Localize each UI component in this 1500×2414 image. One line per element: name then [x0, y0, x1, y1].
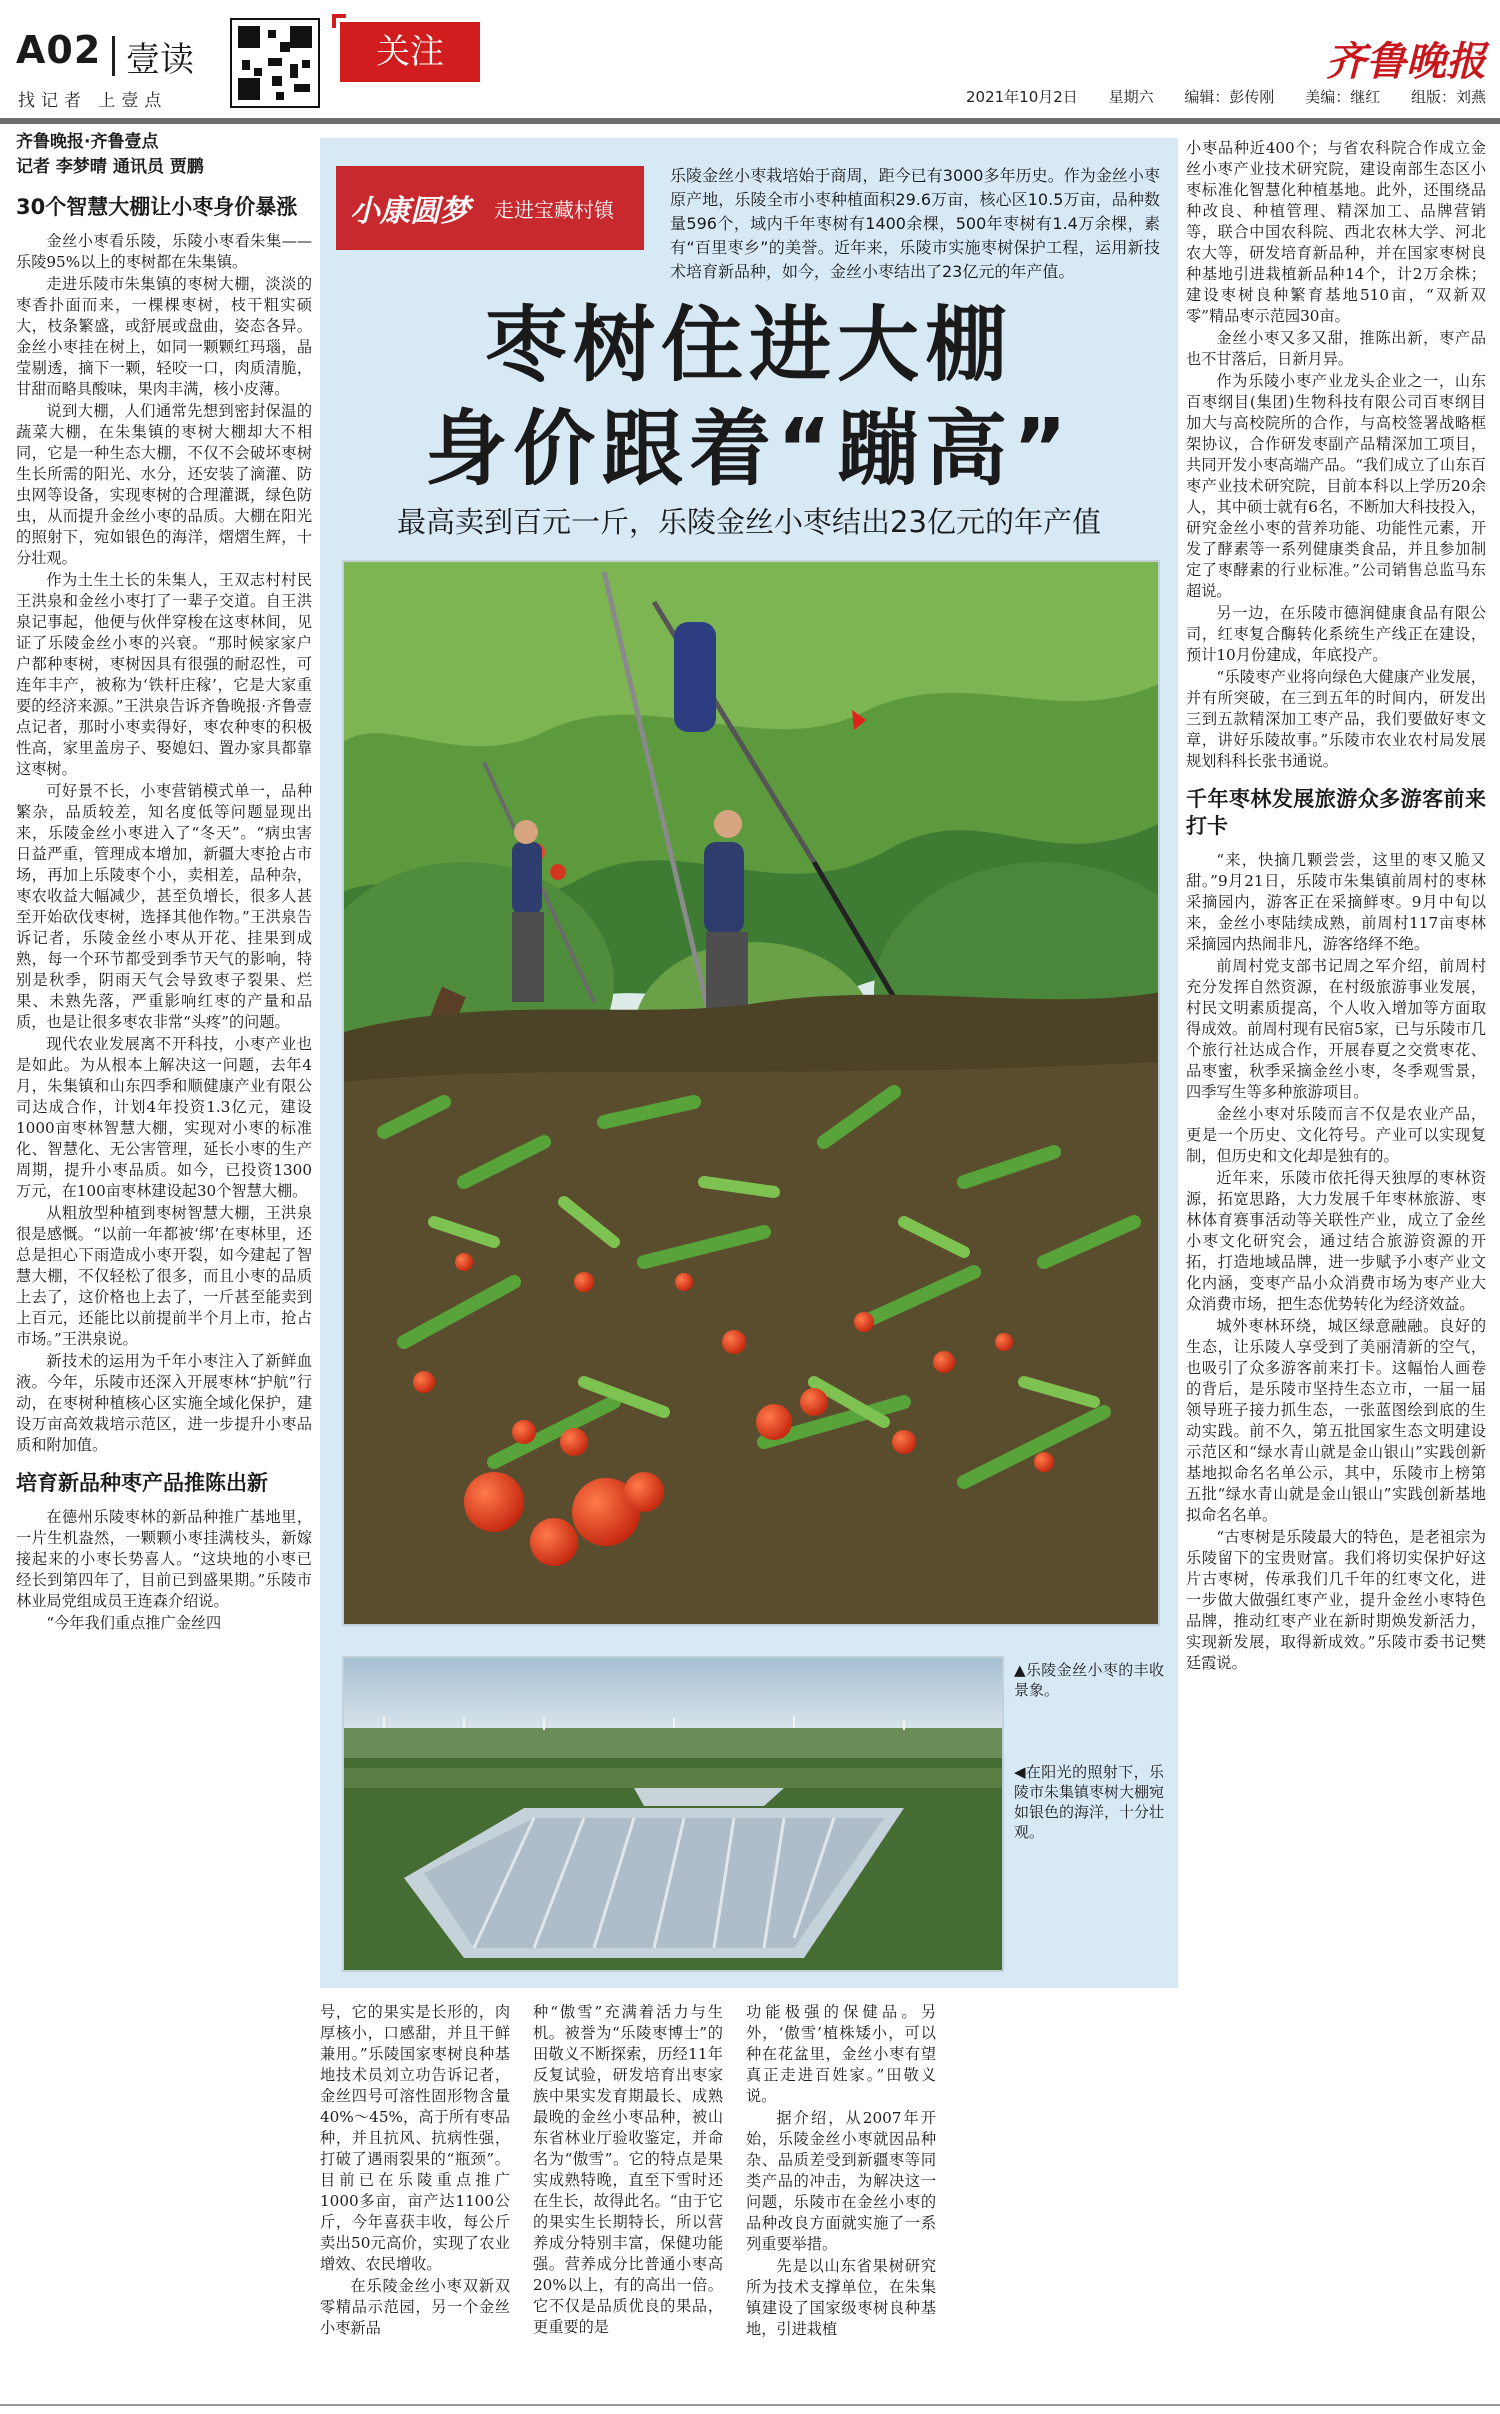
headline-line-1: 枣树住进大棚 — [484, 298, 1013, 393]
article-paragraph: 金丝小枣看乐陵，乐陵小枣看朱集——乐陵95%以上的枣树都在朱集镇。 — [16, 232, 312, 271]
masthead-rule — [0, 118, 1500, 124]
art-editor-credit: 美编：继红 — [1305, 88, 1381, 106]
article-paragraph: “古枣树是乐陵最大的特色，是老祖宗为乐陵留下的宝贵财富。我们将切实保护好这片古枣树，传承我们几千年的红枣文化，进一步做大做强红枣产业，提升金丝小枣特色品牌，推动红枣产业在新时期焕发新活力，实现新发展，取得新成效。”乐陵市委书记樊廷霞说。 — [1186, 1528, 1486, 1672]
lede-paragraph: 乐陵金丝小枣栽培始于商周，距今已有3000多年历史。作为金丝小枣原产地，乐陵全市小枣种植面积29.6万亩，核心区10.5万亩，品种数量596个，域内千年枣树有1400余棵，500年枣树有1.4万余棵，素有“百里枣乡”的美誉。近年来，乐陵市实施枣树保护工程，运用新技术培育新品种，如今，金丝小枣结出了23亿元的年产值。 — [670, 166, 1160, 281]
page-code: A02 — [16, 28, 102, 72]
greenhouse-aerial-photo — [342, 1656, 1004, 1972]
left-column — [16, 130, 312, 1635]
series-banner — [336, 166, 644, 250]
article-paragraph: 作为乐陵小枣产业龙头企业之一，山东百枣纲目(集团)生物科技有限公司百枣纲目加大与高校院所的合作，与高校签署战略框架协议，合作研发枣副产品精深加工项目，共同开发小枣高端产品。“我们成立了山东百枣产业技术研究院，目前本科以上学历20余人，其中硕士就有6名，不断加大科技投入，研究金丝小枣的营养功能、功能性元素，开发了酵素等一系列健康类食品，并且参加制定了枣酵素的行业标准。”公司销售总监马东超说。 — [1186, 372, 1486, 600]
article-paragraph: 据介绍，从2007年开始，乐陵金丝小枣就因品种杂、品质差受到新疆枣等同类产品的冲击，为解决这一问题，乐陵市在金丝小枣的品种改良方面就实施了一系列重要举措。 — [746, 2109, 936, 2253]
bottom-column-3 — [746, 2002, 936, 2341]
issue-date: 2021年10月2日 — [966, 88, 1078, 106]
masthead-tagline: 找记者 上壹点 — [18, 91, 168, 111]
photo-caption-greenhouse: ◀在阳光的照射下，乐陵市朱集镇枣树大棚宛如银色的海洋，十分壮观。 — [1014, 1763, 1165, 1841]
newspaper-logo: 齐鲁晚报 — [1326, 38, 1486, 85]
article-paragraph: “今年我们重点推广金丝四 — [46, 1614, 222, 1632]
byline-reporters: 记者 李梦晴 通讯员 贾鹏 — [16, 157, 204, 177]
subhead-tourism: 千年枣林发展旅游众多游客前来打卡 — [1186, 787, 1486, 838]
article-paragraph: 说到大棚，人们通常先想到密封保温的蔬菜大棚，在朱集镇的枣树大棚却大不相同，它是一种生态大棚，不仅不会破坏枣树生长所需的阳光、水分，还安装了滴灌、防虫网等设备，实现枣树的合理灌溉，绿色防虫，从而提升金丝小枣的品质。大棚在阳光的照射下，宛如银色的海洋，熠熠生辉，十分壮观。 — [16, 402, 312, 567]
article-paragraph: 现代农业发展离不开科技，小枣产业也是如此。为从根本上解决这一问题，去年4月，朱集镇和山东四季和顺健康产业有限公司达成合作，计划4年投资1.3亿元，建设1000亩枣林智慧大棚，实现对小枣的标准化、智慧化、无公害管理，延长小枣的生产周期，提升小枣品质。如今，已投资1300万元，在100亩枣林建设起30个智慧大棚。 — [16, 1035, 312, 1200]
layout-credit: 组版：刘燕 — [1410, 88, 1486, 106]
bottom-column-2 — [533, 2002, 723, 2339]
article-paragraph: 前周村党支部书记周之军介绍，前周村充分发挥自然资源，在村级旅游事业发展，村民文明素质提高，个人收入增加等方面取得成效。前周村现有民宿5家，已与乐陵市几个旅行社达成合作，开展春夏之交赏枣花、品枣蜜，秋季采摘金丝小枣，冬季观雪景，四季写生等多种旅游项目。 — [1186, 957, 1486, 1101]
article-paragraph: 在乐陵金丝小枣双新双零精品示范园，另一个金丝小枣新品 — [320, 2277, 510, 2337]
headline-line-2: 身价跟着“蹦高” — [425, 402, 1073, 497]
masthead — [0, 0, 1500, 120]
issue-weekday: 星期六 — [1108, 88, 1154, 106]
article-paragraph: 在德州乐陵枣林的新品种推广基地里，一片生机盎然，一颗颗小枣挂满枝头，新嫁接起来的小枣长势喜人。“这块地的小枣已经长到第四年了，目前已到盛果期。”乐陵市林业局党组成员王连森介绍说。 — [16, 1508, 312, 1610]
qr-code-icon[interactable] — [230, 18, 320, 108]
article-paragraph: “来，快摘几颗尝尝，这里的枣又脆又甜。”9月21日，乐陵市朱集镇前周村的枣林采摘园内，游客正在采摘鲜枣。9月中旬以来，金丝小枣陆续成熟，前周村117亩枣林采摘园内热闹非凡，游客络绎不绝。 — [1186, 851, 1486, 953]
article-paragraph: 功能极强的保健品。另外，‘傲雪’植株矮小，可以种在花盆里，金丝小枣有望真正走进百姓家。”田敬义说。 — [746, 2003, 936, 2105]
editor-credit: 编辑：彭传刚 — [1184, 88, 1275, 106]
article-paragraph: 种“傲雪”充满着活力与生机。被誉为“乐陵枣博士”的田敬义不断探索，历经11年反复试验，研发培育出枣家族中果实发育期最长、成熟最晚的金丝小枣品种，被山东省林业厅验收鉴定，并命名为“傲雪”。它的特点是果实成熟特晚，直至下雪时还在生长，故得此名。“由于它的果实生长期特长，所以营养成分特别丰富，保健功能强。营养成分比普通小枣高20%以上，有的高出一倍。它不仅是品质优良的果品，更重要的是 — [533, 2003, 724, 2336]
article-paragraph: 号，它的果实是长形的，肉厚核小，口感甜，并且干鲜兼用。”乐陵国家枣树良种基地技术员刘立功告诉记者，金丝四号可溶性固形物含量40%～45%，高于所有枣品种，并且抗风、抗病性强，打破了遇雨裂果的“瓶颈”。目前已在乐陵重点推广1000多亩，亩产达1100公斤，今年喜获丰收，每公斤卖出50元高价，实现了农业增效、农民增收。 — [320, 2003, 510, 2273]
article-paragraph: 新技术的运用为千年小枣注入了新鲜血液。今年，乐陵市还深入开展枣林“护航”行动，在枣树种植核心区实施全域化保护，建设万亩高效栽培示范区，进一步提升小枣品质和附加值。 — [16, 1352, 312, 1454]
page-bottom-rule — [0, 2404, 1500, 2406]
harvest-photo-art — [344, 562, 1160, 1626]
feature-panel — [320, 138, 1178, 1988]
right-column — [1186, 138, 1486, 1675]
section-name: 壹读 — [126, 40, 194, 80]
article-paragraph: 可好景不长，小枣营销模式单一，品种繁杂，品质较差，知名度低等问题显现出来，乐陵金丝小枣进入了“冬天”。“病虫害日益严重，管理成本增加，新疆大枣抢占市场，再加上乐陵枣个小，卖相差，品种杂，枣农收益大幅减少，甚至负增长，很多人甚至开始砍伐枣树，选择其他作物。”王洪泉告诉记者，乐陵金丝小枣从开花、挂果到成熟，每一个环节都受到季节天气的影响，特别是秋季，阴雨天气会导致枣子裂果、烂果、未熟先落，严重影响红枣的产量和品质，也是让很多枣农非常“头疼”的问题。 — [16, 782, 312, 1031]
aerial-photo-art — [344, 1658, 1004, 1972]
subhead-smart-greenhouse: 30个智慧大棚让小枣身价暴涨 — [16, 195, 298, 219]
jujube-harvest-photo — [342, 560, 1160, 1626]
subhead-new-varieties: 培育新品种枣产品推陈出新 — [16, 1471, 268, 1495]
series-title: 小康圆梦 — [350, 194, 470, 229]
byline-outlet: 齐鲁晚报·齐鲁壹点 — [16, 132, 159, 152]
article-paragraph: 近年来，乐陵市依托得天独厚的枣林资源，拓宽思路，大力发展千年枣林旅游、枣林体育赛事活动等关联性产业，成立了金丝小枣文化研究会，通过结合旅游资源的开拓，打造地域品牌，进一步赋予小枣产业文化内涵，变枣产品小众消费市场为枣产业大众消费市场，把生态优势转化为经济效益。 — [1186, 1169, 1486, 1313]
article-paragraph: 金丝小枣对乐陵而言不仅是农业产品，更是一个历史、文化符号。产业可以实现复制，但历史和文化却是独有的。 — [1186, 1105, 1486, 1165]
series-subtitle: 走进宝藏村镇 — [494, 198, 614, 222]
byline — [16, 130, 312, 180]
article-paragraph: 小枣品种近400个；与省农科院合作成立金丝小枣产业技术研究院，建设南部生态区小枣标准化智慧化种植基地。此外，还围绕品种改良、种植管理、精深加工、品牌营销等，联合中国农科院、西北农林大学、河北农大等，研发培育新品种，并在国家枣树良种基地引进栽植新品种14个，计2万余株；建设枣树良种繁育基地510亩，“双新双零”精品枣示范园30亩。 — [1186, 139, 1486, 325]
bottom-column-1 — [320, 2002, 510, 2340]
article-paragraph: 作为土生土长的朱集人，王双志村村民王洪泉和金丝小枣打了一辈子交道。自王洪泉记事起，他便与伙伴穿梭在这枣林间，见证了乐陵金丝小枣的兴衰。“那时候家家户户都种枣树，枣树因具有很强的耐忍性，可连年丰产，被称为‘铁杆庄稼’，它是大家重要的经济来源。”王洪泉告诉齐鲁晚报·齐鲁壹点记者，那时小枣卖得好，枣农种枣的积极性高，家里盖房子、娶媳妇、置办家具都靠这枣树。 — [16, 571, 312, 778]
article-paragraph: 城外枣林环绕，城区绿意融融。良好的生态，让乐陵人享受到了美丽清新的空气，也吸引了众多游客前来打卡。这幅怡人画卷的背后，是乐陵市坚持生态立市，一届一届领导班子接力抓生态，一张蓝图绘到底的生动实践。前不久，第五批国家生态文明建设示范区和“绿水青山就是金山银山”实践创新基地拟命名名单公示，其中，乐陵市上榜第五批“绿水青山就是金山银山”实践创新基地拟命名名单。 — [1186, 1317, 1486, 1524]
article-paragraph: 从粗放型种植到枣树智慧大棚，王洪泉很是感慨。“以前一年都被‘绑’在枣林里，还总是担心下雨造成小枣开裂，如今建起了智慧大棚，不仅轻松了很多，而且小枣的品质上去了，这价格也上去了，一斤甚至能卖到上百元，还能比以前提前半个月上市，抢占市场。”王洪泉说。 — [16, 1204, 312, 1348]
photo-caption-harvest: ▲乐陵金丝小枣的丰收景象。 — [1014, 1661, 1164, 1699]
article-paragraph: 走进乐陵市朱集镇的枣树大棚，淡淡的枣香扑面而来，一棵棵枣树，枝干粗实硕大，枝条繁盛，或舒展或盘曲，姿态各异。金丝小枣挂在树上，如同一颗颗红玛瑙，晶莹剔透，摘下一颗，轻咬一口，肉质清脆，甘甜而略具酸味，果肉丰满，核小皮薄。 — [16, 275, 312, 398]
article-paragraph: 另一边，在乐陵市德润健康食品有限公司，红枣复合酶转化系统生产线正在建设，预计10月份建成，年底投产。 — [1186, 604, 1486, 664]
article-paragraph: “乐陵枣产业将向绿色大健康产业发展，并有所突破，在三到五年的时间内，研发出三到五款精深加工枣产品，我们要做好枣文章，讲好乐陵故事。”乐陵市农业农村局发展规划科科长张书通说。 — [1186, 668, 1486, 770]
article-paragraph: 金丝小枣又多又甜，推陈出新，枣产品也不甘落后，日新月异。 — [1186, 329, 1486, 368]
focus-section-tab[interactable]: 关注 — [340, 22, 480, 82]
dateline — [950, 86, 1486, 107]
farmer-left — [512, 820, 544, 1002]
masthead-divider — [112, 36, 115, 76]
article-paragraph: 先是以山东省果树研究所为技术支撑单位，在朱集镇建设了国家级枣树良种基地，引进栽植 — [746, 2257, 936, 2338]
deck-subheadline: 最高卖到百元一斤，乐陵金丝小枣结出23亿元的年产值 — [397, 505, 1101, 539]
